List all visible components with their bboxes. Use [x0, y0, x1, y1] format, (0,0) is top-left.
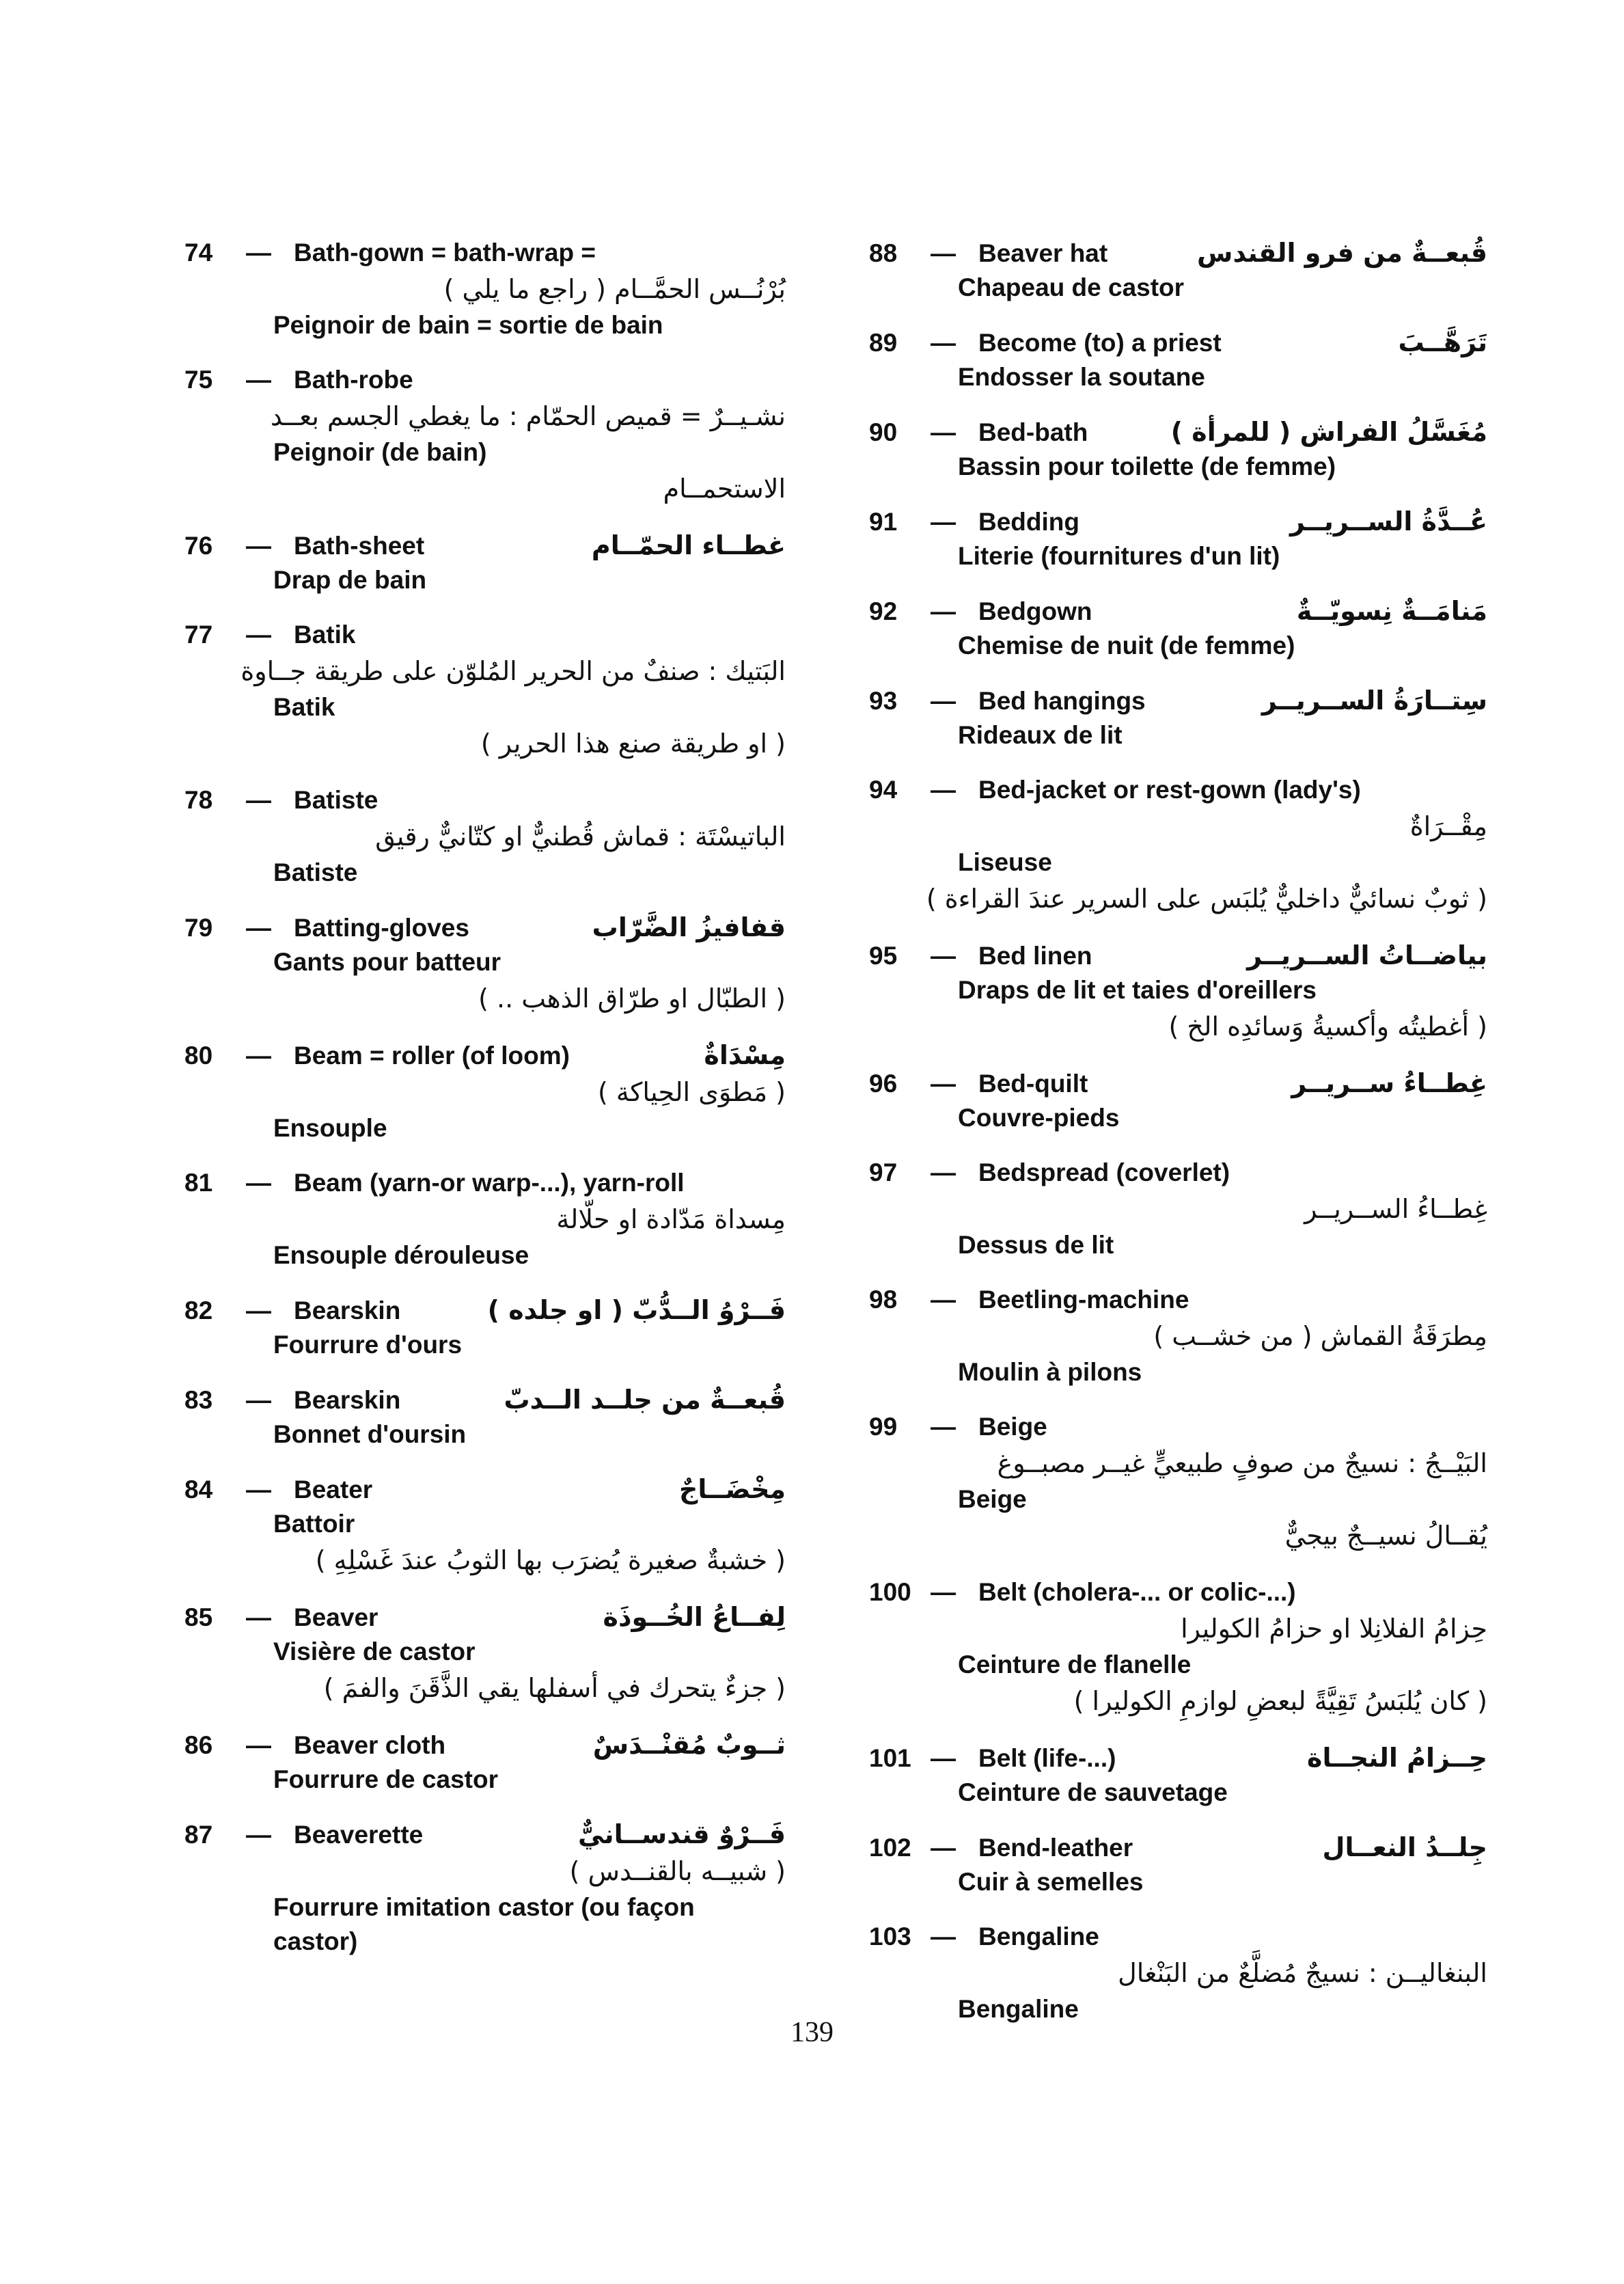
headword-line [869, 683, 1487, 718]
headword-group [869, 773, 1361, 807]
dictionary-entry [184, 236, 786, 342]
dictionary-entry [184, 363, 786, 508]
arabic-term: غطــاء الحمّــام [591, 530, 786, 560]
dictionary-entry [869, 504, 1487, 573]
english-term: Bath-robe [294, 366, 413, 394]
arabic-term-line: حِزامُ الفلانِلا او حزامُ الكوليرا [1181, 1614, 1487, 1644]
headword-line [869, 325, 1487, 360]
english-term: Bed hangings [978, 687, 1146, 715]
arabic-term-line: ( شبيــه بالقنــدس ) [569, 1856, 786, 1886]
english-term: Beam (yarn-or warp-...), yarn-roll [294, 1169, 685, 1197]
entry-number: 103 [869, 1922, 911, 1950]
entry-number: 82 [184, 1296, 213, 1324]
french-translation: Ceinture de flanelle [958, 1650, 1192, 1678]
headword-group [184, 618, 355, 652]
entry-dash: — [246, 621, 271, 649]
arabic-term: عُــدَّةُ الســريــر [1289, 506, 1487, 536]
entry-dash: — [246, 1042, 271, 1070]
arabic-gloss: ( الطبّال او طرّاق الذهب .. ) [478, 983, 786, 1014]
french-translation: Fourrure d'ours [273, 1331, 463, 1359]
french-translation: Chapeau de castor [958, 273, 1185, 301]
entry-dash: — [246, 1296, 271, 1324]
french-translation: Peignoir de bain = sortie de bain [273, 311, 663, 339]
french-translation: Bonnet d'oursin [273, 1420, 467, 1448]
headword-line [184, 1293, 786, 1328]
dictionary-entry [184, 528, 786, 597]
arabic-gloss: ( أغطيتُه وأكسيةُ وَسائدِه الخ ) [1168, 1011, 1487, 1042]
headword-group [184, 1818, 423, 1852]
french-translation: Rideaux de lit [958, 721, 1123, 749]
entry-number: 85 [184, 1603, 213, 1631]
headword-line [184, 910, 786, 945]
english-term: Bed-jacket or rest-gown (lady's) [978, 776, 1361, 804]
arabic-term: جِلــدُ النعــال [1322, 1832, 1487, 1862]
entry-number: 98 [869, 1286, 898, 1314]
headword-group [184, 1294, 400, 1328]
dictionary-entry [184, 910, 786, 1018]
english-term: Batik [294, 621, 356, 649]
headword-line [184, 236, 786, 270]
headword-line [869, 1410, 1487, 1444]
entry-number: 102 [869, 1834, 911, 1862]
english-term: Bedding [978, 508, 1079, 536]
entry-number: 90 [869, 418, 898, 446]
headword-group [869, 1741, 1116, 1776]
arabic-term: مِسْدَاةٌ [704, 1040, 786, 1070]
entry-number: 81 [184, 1169, 213, 1197]
entry-dash: — [931, 239, 956, 267]
entry-dash: — [931, 942, 956, 970]
page-number: 139 [790, 2017, 834, 2048]
french-translation: Endosser la soutane [958, 363, 1205, 391]
french-translation: Ceinture de sauvetage [958, 1778, 1228, 1806]
entry-dash: — [931, 1744, 956, 1772]
french-translation: Dessus de lit [958, 1231, 1114, 1259]
english-term: Batiste [294, 786, 379, 814]
entry-number: 77 [184, 621, 213, 649]
arabic-term-line: بُرْنُــس الحمَّــام ( راجع ما يلي ) [443, 274, 786, 304]
headword-line [184, 1817, 786, 1852]
entry-dash: — [246, 1821, 271, 1849]
entry-number: 75 [184, 366, 213, 394]
english-term: Bedgown [978, 597, 1092, 625]
headword-line [184, 618, 786, 652]
dictionary-entry [184, 1293, 786, 1362]
french-translation: Bassin pour toilette (de femme) [958, 452, 1336, 480]
headword-line [184, 1166, 786, 1200]
headword-line [184, 1038, 786, 1073]
french-translation: Gants pour batteur [273, 948, 501, 976]
entry-dash: — [246, 1603, 271, 1631]
headword-line [184, 1472, 786, 1507]
english-term: Bearskin [294, 1386, 401, 1414]
headword-group [184, 529, 424, 563]
entry-number: 89 [869, 329, 898, 357]
arabic-term: ثــوبٌ مُقنْــدَسٌ [592, 1730, 786, 1760]
english-term: Belt (cholera-... or colic-...) [978, 1578, 1296, 1606]
english-term: Beetling-machine [978, 1286, 1189, 1314]
arabic-term: بياضــاتُ الســريــر [1247, 940, 1487, 970]
headword-group [184, 363, 413, 397]
right-column [869, 236, 1487, 2047]
french-translation: Batik [273, 693, 335, 721]
arabic-gloss: ( كان يُلبَسُ تَقِيَّةً لبعضِ لوازمِ الكوليرا ) [1073, 1686, 1487, 1716]
french-translation: Liseuse [958, 848, 1052, 876]
entry-dash: — [931, 1158, 956, 1186]
english-term: Beaver cloth [294, 1731, 446, 1759]
arabic-term: مُغَسَّلُ الفراش ( للمرأة ) [1170, 417, 1487, 447]
headword-group [869, 1067, 1088, 1101]
french-translation: Battoir [273, 1510, 355, 1538]
arabic-gloss: ( جزءٌ يتحرك في أسفلها يقي الذَّقَنَ والفمَ ) [323, 1673, 786, 1703]
headword-group [184, 1728, 445, 1763]
entry-dash: — [246, 786, 271, 814]
entry-number: 101 [869, 1744, 911, 1772]
headword-line [869, 504, 1487, 539]
headword-line [869, 1283, 1487, 1317]
entry-dash: — [246, 914, 271, 942]
headword-group [869, 1156, 1230, 1190]
dictionary-entry [184, 1383, 786, 1452]
headword-line [184, 1383, 786, 1417]
headword-group [869, 326, 1222, 360]
headword-line [869, 1741, 1487, 1776]
entry-dash: — [931, 1070, 956, 1098]
headword-group [184, 1039, 570, 1073]
entry-dash: — [246, 1476, 271, 1504]
english-term: Bearskin [294, 1296, 401, 1324]
english-term: Bed linen [978, 942, 1092, 970]
english-term: Bed-quilt [978, 1070, 1088, 1098]
headword-group [184, 1383, 400, 1417]
entry-number: 96 [869, 1070, 898, 1098]
entry-number: 99 [869, 1413, 898, 1441]
entry-number: 79 [184, 914, 213, 942]
dictionary-entry [869, 415, 1487, 484]
entry-number: 83 [184, 1386, 213, 1414]
arabic-term-line: البنغاليــن : نسيجٌ مُضلَّعٌ من البَنْغال [1118, 1958, 1487, 1988]
dictionary-entry [869, 1156, 1487, 1262]
dictionary-entry [869, 1830, 1487, 1899]
headword-line [869, 773, 1487, 807]
entry-dash: — [931, 1578, 956, 1606]
headword-group [869, 505, 1079, 539]
dictionary-entry [184, 618, 786, 763]
headword-group [869, 684, 1146, 718]
dictionary-entry [184, 1166, 786, 1273]
english-term: Beater [294, 1476, 373, 1504]
headword-group [869, 236, 1107, 271]
arabic-term: قُبعــةٌ من جلــد الــدبّ [504, 1385, 786, 1415]
arabic-term: قُبعــةٌ من فرو القندس [1197, 238, 1487, 268]
headword-group [869, 1283, 1189, 1317]
headword-group [184, 236, 596, 270]
arabic-gloss: ( ثوبٌ نسائيٌّ داخليٌّ يُلبَس على السرير عندَ القراءة ) [926, 884, 1487, 914]
entry-number: 86 [184, 1731, 213, 1759]
arabic-term: فَــرْوٌ قندســانيٌّ [577, 1819, 786, 1849]
english-term: Bengaline [978, 1922, 1099, 1950]
english-term: Batting-gloves [294, 914, 469, 942]
french-translation: Cuir à semelles [958, 1868, 1144, 1896]
english-term: Bedspread (coverlet) [978, 1158, 1230, 1186]
headword-group [869, 1575, 1296, 1609]
headword-line [869, 1920, 1487, 1954]
headword-group [869, 416, 1088, 450]
french-translation: Couvre-pieds [958, 1104, 1120, 1132]
entry-number: 92 [869, 597, 898, 625]
french-translation: castor) [273, 1927, 358, 1955]
arabic-gloss: يُقــالُ نسيــجٌ بيجيٌّ [1284, 1521, 1487, 1551]
dictionary-entry [184, 1728, 786, 1797]
dictionary-entry [869, 1283, 1487, 1389]
dictionary-entry [869, 683, 1487, 752]
headword-line [869, 1575, 1487, 1609]
english-term: Bath-gown = bath-wrap = [294, 239, 596, 267]
french-translation: Drap de bain [273, 566, 427, 594]
arabic-term-line: غِطــاءُ الســريــر [1304, 1194, 1487, 1224]
entry-dash: — [246, 1731, 271, 1759]
french-translation: Fourrure imitation castor (ou façon [273, 1893, 695, 1921]
arabic-term: سِتــارَةُ الســريــر [1261, 685, 1487, 716]
english-term: Bend-leather [978, 1834, 1133, 1862]
arabic-term-line: مِسداة مَدّادة او حلّالة [556, 1204, 786, 1234]
english-term: Belt (life-...) [978, 1744, 1116, 1772]
headword-line [869, 415, 1487, 450]
entry-number: 76 [184, 532, 213, 560]
entry-dash: — [931, 329, 956, 357]
arabic-term: قفافيزُ الضَّرّاب [592, 912, 786, 942]
entry-dash: — [931, 687, 956, 715]
dictionary-entry [869, 1920, 1487, 2026]
dictionary-entry [869, 594, 1487, 663]
headword-line [869, 236, 1487, 271]
entry-dash: — [246, 366, 271, 394]
headword-line [184, 1728, 786, 1763]
dictionary-entry [869, 773, 1487, 918]
headword-line [869, 1156, 1487, 1190]
headword-line [184, 363, 786, 397]
entry-dash: — [246, 1169, 271, 1197]
headword-line [184, 528, 786, 563]
arabic-term-line: الباتيسْتَة : قماش قُطنيٌّ او كتّانيٌّ رقيق [375, 821, 786, 852]
headword-line [869, 1066, 1487, 1101]
arabic-term-line: ( مَطوَى الحِياكة ) [598, 1077, 786, 1107]
entry-number: 78 [184, 786, 213, 814]
entry-number: 74 [184, 239, 213, 267]
headword-line [184, 783, 786, 817]
entry-dash: — [931, 1834, 956, 1862]
headword-group [184, 911, 469, 945]
english-term: Beaver hat [978, 239, 1108, 267]
entry-dash: — [931, 1922, 956, 1950]
french-translation: Peignoir (de bain) [273, 438, 487, 466]
entry-dash: — [246, 532, 271, 560]
entry-dash: — [246, 239, 271, 267]
arabic-gloss: ( خشبةٌ صغيرة يُضرَب بها الثوبُ عندَ غَسْلِهِ ) [315, 1545, 786, 1575]
dictionary-entry [869, 325, 1487, 394]
entry-number: 100 [869, 1578, 911, 1606]
english-term: Beaverette [294, 1821, 424, 1849]
french-translation: Visière de castor [273, 1637, 476, 1666]
arabic-term: لِفــاعُ الخُــوذَة [603, 1602, 786, 1632]
headword-group [869, 595, 1092, 629]
dictionary-entry [184, 1600, 786, 1707]
entry-number: 97 [869, 1158, 898, 1186]
arabic-gloss: ( او طريقة صنع هذا الحرير ) [480, 729, 786, 759]
dictionary-entry [869, 1575, 1487, 1720]
entry-number: 84 [184, 1476, 213, 1504]
headword-group [184, 1601, 378, 1635]
left-column [184, 236, 786, 1979]
dictionary-entry [869, 1066, 1487, 1135]
entry-dash: — [246, 1386, 271, 1414]
arabic-term-line: البَتيك : صنفٌ من الحرير المُلوّن على طريقة جــاوة [240, 656, 786, 686]
headword-group [869, 1831, 1133, 1865]
entry-number: 91 [869, 508, 898, 536]
dictionary-entry [184, 1817, 786, 1959]
dictionary-entry [184, 1472, 786, 1579]
headword-line [869, 1830, 1487, 1865]
arabic-term: فَــرْوُ الــدُّبّ ( او جلده ) [487, 1295, 786, 1325]
entry-number: 87 [184, 1821, 213, 1849]
dictionary-entry [184, 783, 786, 890]
arabic-term: مَنامَــةٌ نِسويّــةٌ [1296, 596, 1487, 626]
english-term: Beaver [294, 1603, 379, 1631]
french-translation: Ensouple [273, 1114, 387, 1142]
entry-dash: — [931, 508, 956, 536]
arabic-term-line: مِطرَقَةُ القماش ( من خشــب ) [1153, 1321, 1487, 1351]
headword-line [869, 594, 1487, 629]
arabic-term: مِخْضَــاجٌ [679, 1474, 786, 1504]
headword-group [184, 783, 378, 817]
headword-group [869, 939, 1092, 973]
headword-group [184, 1473, 372, 1507]
french-translation: Literie (fournitures d'un lit) [958, 542, 1280, 570]
arabic-term-line: مِقْــرَاةٌ [1409, 811, 1487, 841]
headword-group [184, 1166, 685, 1200]
french-translation: Bengaline [958, 1995, 1079, 2023]
entry-dash: — [931, 776, 956, 804]
entry-number: 93 [869, 687, 898, 715]
french-translation: Chemise de nuit (de femme) [958, 631, 1295, 660]
headword-line [184, 1600, 786, 1635]
english-term: Bath-sheet [294, 532, 425, 560]
english-term: Beige [978, 1413, 1047, 1441]
french-translation: Fourrure de castor [273, 1765, 498, 1793]
french-translation: Beige [958, 1485, 1027, 1513]
headword-group [869, 1410, 1047, 1444]
entry-dash: — [931, 597, 956, 625]
entry-number: 80 [184, 1042, 213, 1070]
french-translation: Moulin à pilons [958, 1358, 1142, 1386]
dictionary-entry [869, 236, 1487, 305]
french-translation: Batiste [273, 858, 358, 886]
entry-number: 95 [869, 942, 898, 970]
entry-number: 94 [869, 776, 898, 804]
dictionary-entry [869, 938, 1487, 1046]
arabic-term-line: البَيْــجُ : نسيجٌ من صوفٍ طبيعيٍّ غيــر مصبــوغ [997, 1448, 1487, 1478]
english-term: Bed-bath [978, 418, 1088, 446]
dictionary-entry [869, 1410, 1487, 1555]
french-translation: Draps de lit et taies d'oreillers [958, 976, 1317, 1004]
english-term: Beam = roller (of loom) [294, 1042, 570, 1070]
french-translation: Ensouple dérouleuse [273, 1241, 529, 1269]
entry-number: 88 [869, 239, 898, 267]
arabic-term-line: نشـيــرٌ = قميص الحمّام : ما يغطي الجسم بعــد [270, 401, 786, 431]
headword-line [869, 938, 1487, 973]
arabic-term: تَرَهَّــبَ [1398, 327, 1487, 357]
headword-group [869, 1920, 1099, 1954]
entry-dash: — [931, 1413, 956, 1441]
arabic-term: غِطــاءُ ســريــر [1291, 1068, 1487, 1098]
dictionary-entry [869, 1741, 1487, 1810]
entry-dash: — [931, 418, 956, 446]
entry-dash: — [931, 1286, 956, 1314]
dictionary-entry [184, 1038, 786, 1145]
english-term: Become (to) a priest [978, 329, 1222, 357]
arabic-term: حِــزامُ النجــاة [1307, 1743, 1487, 1773]
arabic-gloss: الاستحمــام [663, 474, 786, 504]
